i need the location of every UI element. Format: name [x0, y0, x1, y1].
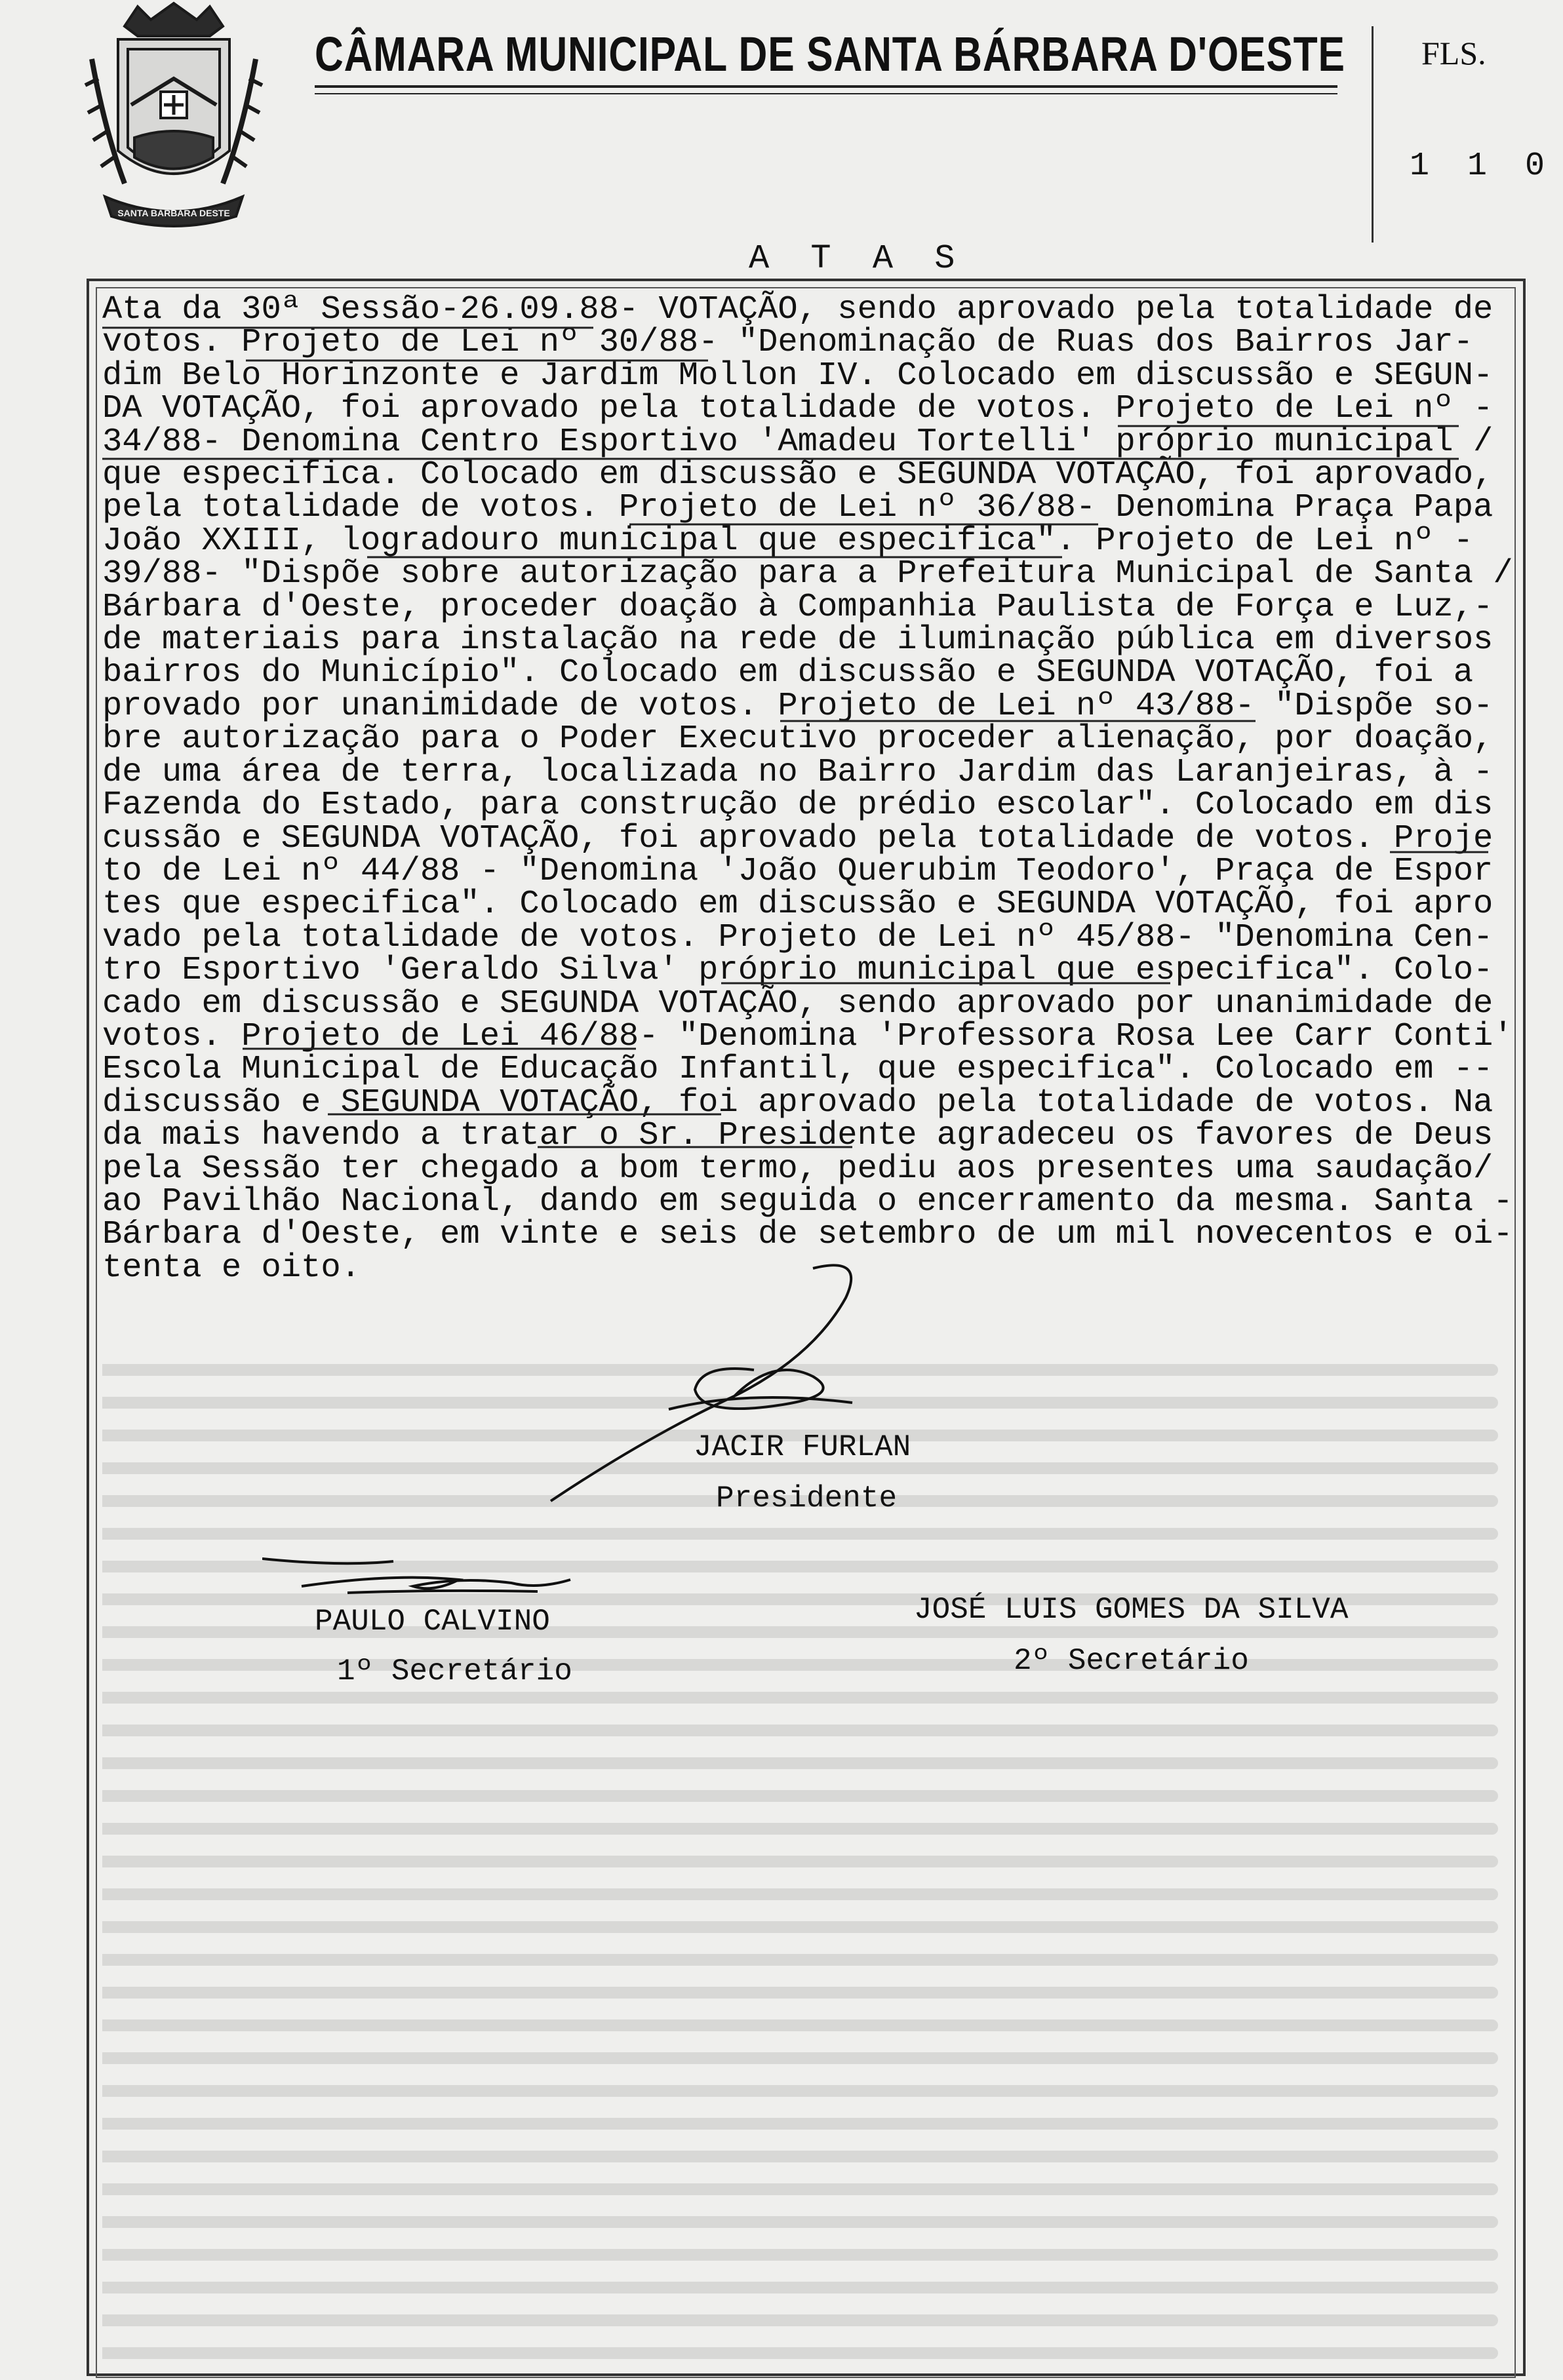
minutes-line: de materiais para instalação na rede de iluminação pública em diversos — [102, 621, 1494, 659]
first-secretary-name: PAULO CALVINO — [315, 1605, 550, 1639]
minutes-line: vado pela totalidade de votos. Projeto de Lei nº 45/88- "Denomina Cen- — [102, 918, 1494, 956]
second-secretary-role: 2º Secretário — [1014, 1644, 1249, 1678]
minutes-line: tes que especifica". Colocado em discussão e SEGUNDA VOTAÇÃO, foi apro — [102, 886, 1494, 924]
council-name: CÂMARA MUNICIPAL DE SANTA BÁRBARA D'OESTE — [315, 27, 1345, 81]
minutes-line: provado por unanimidade de votos. Projeto de Lei nº 43/88- "Dispõe so- — [102, 687, 1494, 725]
minutes-line: votos. Projeto de Lei nº 30/88- "Denominação de Ruas dos Bairros Jar- — [102, 324, 1474, 362]
minutes-line: ao Pavilhão Nacional, dando em seguida o encerramento da mesma. Santa - — [102, 1182, 1513, 1220]
first-secretary-role: 1º Secretário — [337, 1654, 572, 1688]
president-name: JACIR FURLAN — [694, 1430, 911, 1464]
minutes-line: pela totalidade de votos. Projeto de Lei nº 36/88- Denomina Praça Papa — [102, 489, 1494, 527]
minutes-line: votos. Projeto de Lei 46/88- "Denomina 'Professora Rosa Lee Carr Conti' — [102, 1017, 1513, 1055]
minutes-line: que especifica. Colocado em discussão e SEGUNDA VOTAÇÃO, foi aprovado, — [102, 456, 1494, 494]
minutes-line: tro Esportivo 'Geraldo Silva' próprio municipal que especifica". Colo- — [102, 952, 1494, 990]
minutes-line: cussão e SEGUNDA VOTAÇÃO, foi aprovado pela totalidade de votos. Proje — [102, 819, 1494, 857]
fls-label: FLS. — [1421, 35, 1486, 71]
crest-motto: SANTA BARBARA DESTE — [117, 208, 230, 218]
minutes-line: Bárbara d'Oeste, proceder doação à Companhia Paulista de Força e Luz,- — [102, 588, 1494, 626]
minutes-line: dim Belo Horinzonte e Jardim Mollon IV. Colocado em discussão e SEGUN- — [102, 357, 1494, 395]
minutes-line: de uma área de terra, localizada no Bairro Jardim das Laranjeiras, à - — [102, 753, 1494, 791]
minutes-line: cado em discussão e SEGUNDA VOTAÇÃO, sendo aprovado por unanimidade de — [102, 985, 1494, 1023]
minutes-line: Bárbara d'Oeste, em vinte e seis de setembro de um mil novecentos e oi- — [102, 1216, 1513, 1254]
minutes-line: bairros do Município". Colocado em discussão e SEGUNDA VOTAÇÃO, foi a — [102, 654, 1474, 692]
minutes-line: to de Lei nº 44/88 - "Denomina 'João Querubim Teodoro', Praça de Espor — [102, 852, 1494, 890]
minutes-line: Escola Municipal de Educação Infantil, que especifica". Colocado em -- — [102, 1051, 1494, 1089]
minutes-line: da mais havendo a tratar o Sr. Presidente agradeceu os favores de Deus — [102, 1117, 1494, 1155]
minutes-line: discussão e SEGUNDA VOTAÇÃO, foi aprovado pela totalidade de votos. Na — [102, 1083, 1494, 1122]
president-role: Presidente — [716, 1481, 898, 1515]
president-signature — [538, 1258, 905, 1508]
minutes-line: João XXIII, logradouro municipal que especifica". Projeto de Lei nº - — [102, 522, 1474, 560]
minutes-line: Ata da 30ª Sessão-26.09.88- VOTAÇÃO, sendo aprovado pela totalidade de — [102, 291, 1494, 328]
minutes-line: pela Sessão ter chegado a bom termo, pediu aos presentes uma saudação/ — [102, 1150, 1494, 1188]
minutes-line: 39/88- "Dispõe sobre autorização para a Prefeitura Municipal de Santa / — [102, 555, 1513, 593]
minutes-line: Fazenda do Estado, para construção de prédio escolar". Colocado em dis — [102, 787, 1494, 825]
minutes-line: 34/88- Denomina Centro Esportivo 'Amadeu Tortelli' próprio municipal / — [102, 423, 1494, 461]
second-secretary-name: JOSÉ LUIS GOMES DA SILVA — [914, 1593, 1349, 1627]
minutes-line: bre autorização para o Poder Executivo proceder alienação, por doação, — [102, 720, 1494, 758]
first-secretary-signature — [262, 1553, 577, 1606]
section-title: A T A S — [741, 239, 973, 278]
folio-number: 1 1 0 — [1410, 147, 1554, 185]
minutes-line: DA VOTAÇÃO, foi aprovado pela totalidade de votos. Projeto de Lei nº - — [102, 390, 1494, 428]
minutes-line: tenta e oito. — [102, 1249, 361, 1287]
